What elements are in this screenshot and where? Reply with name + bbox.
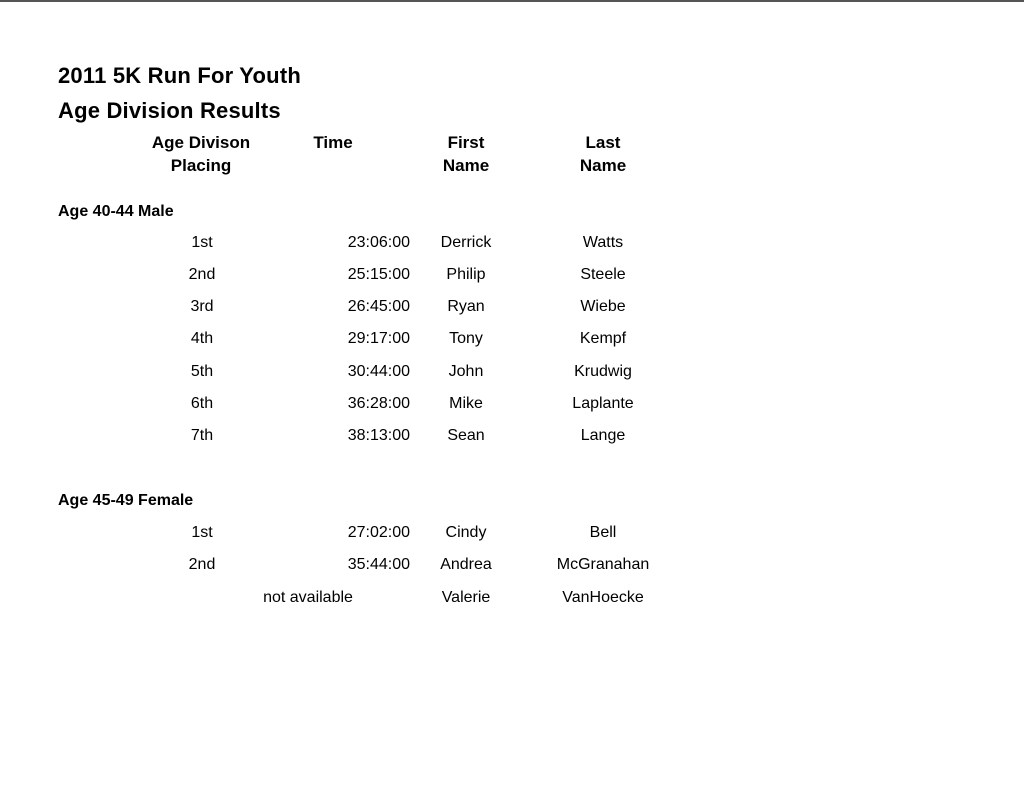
table-row <box>0 330 1024 354</box>
last-name-cell: Krudwig <box>574 363 632 380</box>
placing-cell: 1st <box>191 524 213 541</box>
time-note-cell: not available <box>263 589 353 606</box>
table-row <box>0 524 1024 548</box>
first-name-cell: Derrick <box>440 234 492 251</box>
time-cell: 30:44:00 <box>347 363 410 380</box>
placing-cell: 2nd <box>188 266 216 283</box>
last-name-cell: Wiebe <box>580 298 626 315</box>
placing-cell: 2nd <box>188 556 216 573</box>
first-name-cell: Cindy <box>445 524 487 541</box>
placing-cell: 1st <box>191 234 213 251</box>
table-row <box>0 234 1024 258</box>
column-header-first-line2: Name <box>442 156 490 175</box>
last-name-cell: Laplante <box>572 395 634 412</box>
column-header-placing-line1: Age Divison <box>151 133 251 152</box>
last-name-cell: Lange <box>580 427 626 444</box>
table-row <box>0 298 1024 322</box>
column-header-last-name <box>562 131 644 177</box>
last-name-cell: Watts <box>582 234 624 251</box>
table-row <box>0 589 1024 613</box>
table-row <box>0 556 1024 580</box>
document-subtitle: Age Division Results <box>58 98 281 123</box>
placing-cell: 7th <box>190 427 214 444</box>
column-header-placing-line2: Placing <box>170 156 232 175</box>
last-name-cell: Kempf <box>579 330 627 347</box>
last-name-cell: McGranahan <box>556 556 650 573</box>
column-header-placing <box>140 131 262 177</box>
division-heading: Age 40-44 Male <box>58 203 174 220</box>
time-cell: 36:28:00 <box>347 395 410 412</box>
first-name-cell: Tony <box>449 330 483 347</box>
last-name-cell: Steele <box>580 266 626 283</box>
time-cell: 29:17:00 <box>347 330 410 347</box>
division-heading: Age 45-49 Female <box>58 492 194 509</box>
time-cell: 35:44:00 <box>347 556 410 573</box>
last-name-cell: VanHoecke <box>562 589 644 606</box>
time-cell: 23:06:00 <box>347 234 410 251</box>
placing-cell: 6th <box>190 395 214 412</box>
column-header-time: Time <box>313 133 353 152</box>
table-row <box>0 395 1024 419</box>
time-cell: 25:15:00 <box>347 266 410 283</box>
column-header-first-name <box>426 131 506 177</box>
first-name-cell: Mike <box>449 395 483 412</box>
column-header-last-line2: Name <box>579 156 627 175</box>
column-header-last-line1: Last <box>585 133 621 152</box>
first-name-cell: John <box>448 363 484 380</box>
time-cell: 26:45:00 <box>347 298 410 315</box>
table-row <box>0 427 1024 451</box>
last-name-cell: Bell <box>589 524 617 541</box>
time-cell: 38:13:00 <box>347 427 410 444</box>
document-title: 2011 5K Run For Youth <box>58 63 301 88</box>
first-name-cell: Andrea <box>440 556 492 573</box>
first-name-cell: Valerie <box>441 589 491 606</box>
placing-cell: 3rd <box>190 298 214 315</box>
table-row <box>0 363 1024 387</box>
first-name-cell: Sean <box>447 427 485 444</box>
placing-cell: 5th <box>190 363 214 380</box>
column-header-first-line1: First <box>447 133 485 152</box>
time-cell: 27:02:00 <box>347 524 410 541</box>
first-name-cell: Philip <box>446 266 486 283</box>
placing-cell: 4th <box>190 330 214 347</box>
table-row <box>0 266 1024 290</box>
first-name-cell: Ryan <box>447 298 485 315</box>
